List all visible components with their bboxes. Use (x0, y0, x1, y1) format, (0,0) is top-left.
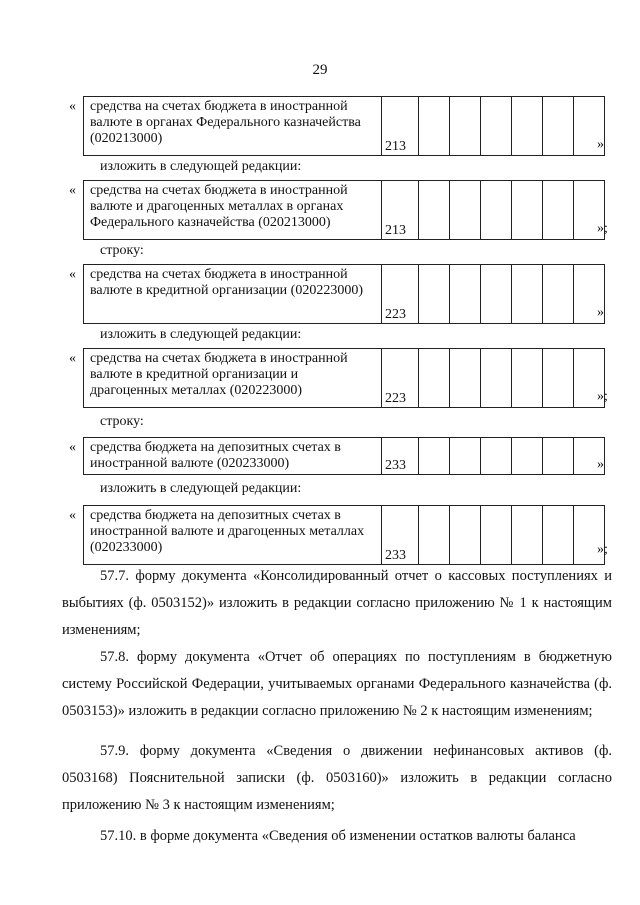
empty-cell (450, 349, 481, 408)
empty-cell (512, 438, 543, 475)
empty-cell (543, 97, 574, 156)
empty-cell (543, 438, 574, 475)
empty-cell (512, 181, 543, 240)
empty-cell (512, 506, 543, 565)
empty-cell (481, 181, 512, 240)
opening-quote: « (69, 508, 76, 523)
paragraph-57-7: 57.7. форму документа «Консолидированный отчет о кассовых поступлениях и выбытиях (ф. 0503152)» изложить в редакции согласно приложению № 1 к настоящим изменениям; (62, 568, 612, 638)
empty-cell (450, 506, 481, 565)
empty-cell (450, 97, 481, 156)
instruction-text: изложить в следующей редакции: (100, 159, 302, 174)
instruction-text: изложить в следующей редакции: (100, 481, 302, 496)
opening-quote: « (69, 183, 76, 198)
empty-cell (450, 181, 481, 240)
opening-quote: « (69, 267, 76, 282)
instruction-text: строку: (100, 414, 144, 429)
paragraph-57-8: 57.8. форму документа «Отчет об операциях по поступлениям в бюджетную систему Российской Федерации, учитываемых органами Федерального казначейства (ф. 0503153)» изложить в редакции согласно приложению № 2 к настоящим изменениям; (62, 649, 612, 719)
empty-cell (543, 349, 574, 408)
row-code: 233 (382, 506, 419, 565)
row-name: средства на счетах бюджета в иностранной валюте в кредитной организации и драгоценных металлах (020223000) (84, 349, 382, 408)
empty-cell (543, 506, 574, 565)
row-name: средства на счетах бюджета в иностранной валюте и драгоценных металлах в органах Федерального казначейства (020213000) (84, 181, 382, 240)
empty-cell (543, 181, 574, 240)
empty-cell (450, 265, 481, 324)
row-table (83, 348, 605, 408)
paragraph-57-9: 57.9. форму документа «Сведения о движении нефинансовых активов (ф. 0503168) Пояснительной записки (ф. 0503160)» изложить в редакции согласно приложению № 3 к настоящим изменениям; (62, 743, 612, 813)
instruction-text: изложить в следующей редакции: (100, 327, 302, 342)
row-code: 213 (382, 97, 419, 156)
row-table (83, 437, 605, 475)
row-code: 213 (382, 181, 419, 240)
empty-cell (481, 438, 512, 475)
instruction-text: строку: (100, 243, 144, 258)
empty-cell (419, 349, 450, 408)
row-table (83, 96, 605, 156)
empty-cell (481, 265, 512, 324)
row-name: средства на счетах бюджета в иностранной валюте в органах Федерального казначейства (020213000) (84, 97, 382, 156)
row-name: средства бюджета на депозитных счетах в иностранной валюте и драгоценных металлах (020233000) (84, 506, 382, 565)
row-code: 223 (382, 265, 419, 324)
empty-cell (512, 97, 543, 156)
page-number: 29 (312, 62, 328, 78)
row-code: 223 (382, 349, 419, 408)
row-table (83, 505, 605, 565)
empty-cell (419, 181, 450, 240)
opening-quote: « (69, 440, 76, 455)
closing-quote: »; (597, 542, 608, 557)
empty-cell (481, 97, 512, 156)
row-name: средства на счетах бюджета в иностранной валюте в кредитной организации (020223000) (84, 265, 382, 324)
closing-quote: »; (597, 389, 608, 404)
empty-cell (481, 349, 512, 408)
empty-cell (419, 438, 450, 475)
closing-quote: » (597, 305, 604, 320)
paragraph-57-10: 57.10. в форме документа «Сведения об изменении остатков валюты баланса (100, 828, 576, 844)
empty-cell (419, 97, 450, 156)
empty-cell (419, 265, 450, 324)
empty-cell (512, 265, 543, 324)
opening-quote: « (69, 99, 76, 114)
opening-quote: « (69, 351, 76, 366)
row-table (83, 180, 605, 240)
row-table (83, 264, 605, 324)
empty-cell (450, 438, 481, 475)
closing-quote: »; (597, 221, 608, 236)
empty-cell (481, 506, 512, 565)
empty-cell (512, 349, 543, 408)
row-code: 233 (382, 438, 419, 475)
empty-cell (419, 506, 450, 565)
closing-quote: » (597, 137, 604, 152)
row-name: средства бюджета на депозитных счетах в иностранной валюте (020233000) (84, 438, 382, 475)
closing-quote: » (597, 457, 604, 472)
empty-cell (543, 265, 574, 324)
